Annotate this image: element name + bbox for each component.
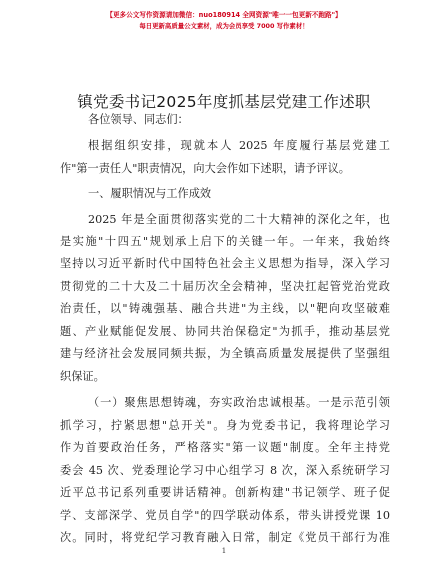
section-heading: 一、履职情况与工作成效 (88, 187, 212, 200)
document-body (60, 0, 390, 580)
subsection-line-6: 学、支部深学、党员自学"的四学联动体系，带头讲授党课 10 (60, 509, 390, 522)
page-number: 1 (221, 547, 227, 555)
overview-line-2: 是实施"十四五"规划承上启下的关键一年。一年来，我始终 (60, 235, 390, 248)
overview-line-3: 坚持以习近平新时代中国特色社会主义思想为指导，深入学习 (60, 257, 390, 270)
promo-banner-line-2: 每日更新高质量公文素材，成为会员享受 7000 写作素材！ (139, 22, 309, 30)
subsection-line-5: 近平总书记系列重要讲话精神。创新构建"书记领学、班子促 (60, 486, 390, 499)
intro-line-2: 作"第一责任人"职责情况，向大会作如下述职，请予评议。 (60, 162, 350, 175)
overview-line-1: 2025 年是全面贯彻落实党的二十大精神的深化之年，也 (88, 213, 390, 226)
promo-banner-line-1: 【更多公文写作资源请加微信：nuo180914 全网资源"唯一一包更新不跑路"】 (106, 11, 342, 19)
overview-line-7: 建与经济社会发展同频共振，为全镇高质量发展提供了坚强组 (60, 347, 390, 360)
subsection-line-7: 次。同时，将党纪学习教育融入日常，制定《党员干部行为准 (60, 531, 390, 544)
overview-line-6: 题、产业赋能促发展、协同共治保稳定"为抓手，推动基层党 (60, 325, 390, 338)
overview-line-4: 贯彻党的二十大及二十届历次全会精神，坚决扛起管党治党政 (60, 280, 390, 293)
salutation: 各位领导、同志们： (88, 113, 189, 126)
document-title: 镇党委书记2025年度抓基层党建工作述职 (77, 93, 371, 111)
overview-line-5: 治责任，以"铸魂强基、融合共进"为主线，以"靶向攻坚破难 (60, 302, 390, 315)
subsection-line-4: 委会 45 次、党委理论学习中心组学习 8 次，深入系统研学习 (60, 464, 390, 477)
subsection-line-3: 作为首要政治任务，严格落实"第一议题"制度。全年主持党 (60, 441, 390, 454)
intro-line-1: 根据组织安排，现就本人 2025 年度履行基层党建工 (88, 139, 390, 152)
subsection-line-2: 抓学习，拧紧思想"总开关"。身为党委书记，我将理论学习 (60, 419, 390, 432)
overview-line-8: 织保证。 (60, 370, 105, 383)
subsection-line-1: （一）聚焦思想铸魂，夯实政治忠诚根基。一是示范引领 (88, 396, 390, 409)
